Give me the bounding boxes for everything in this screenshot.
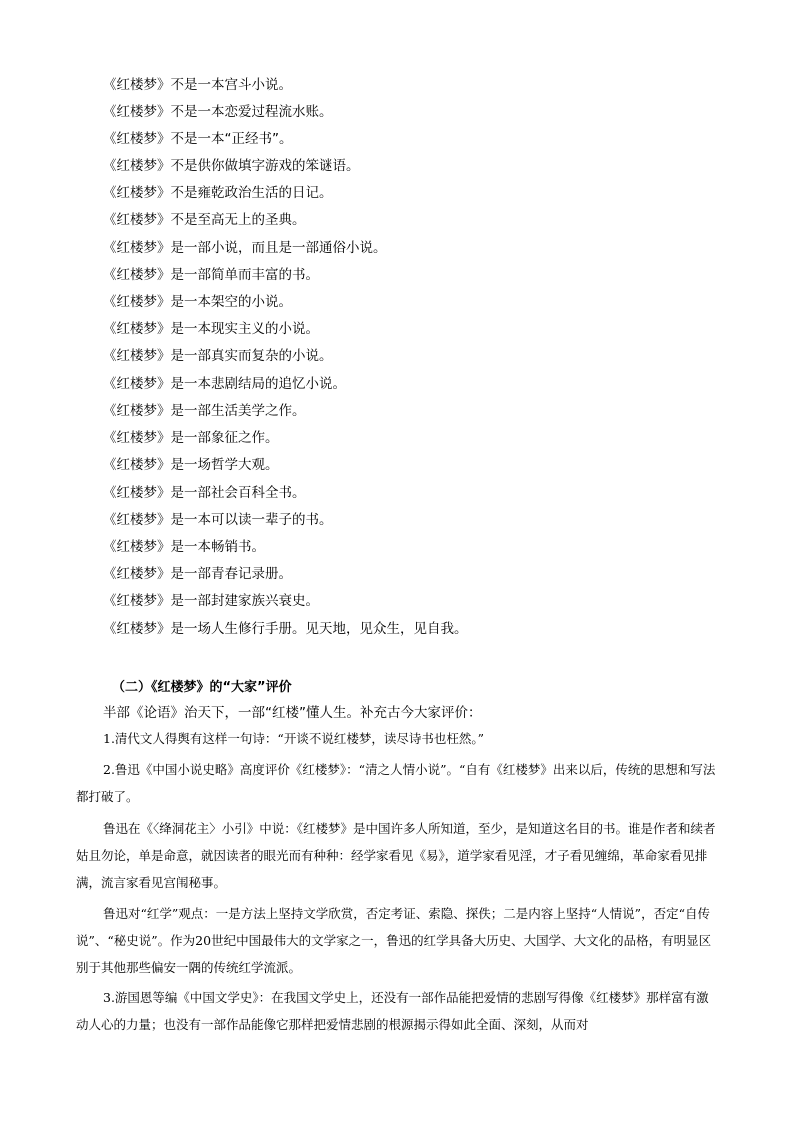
statement-line: 《红楼梦》是一部青春记录册。 — [103, 566, 292, 582]
statement-line: 《红楼梦》是一本架空的小说。 — [103, 294, 292, 310]
statement-line: 《红楼梦》是一本现实主义的小说。 — [103, 321, 319, 337]
statement-line: 《红楼梦》是一部真实而复杂的小说。 — [103, 348, 333, 364]
statement-line: 《红楼梦》是一场哲学大观。 — [103, 457, 279, 473]
section-intro: 半部《论语》治天下，一部“红楼”懂人生。补充古今大家评价： — [103, 705, 482, 721]
statement-line: 《红楼梦》是一场人生修行手册。见天地，见众生，见自我。 — [103, 621, 468, 637]
statement-line: 《红楼梦》不是一本“正经书”。 — [103, 131, 293, 147]
statement-line: 《红楼梦》是一部简单而丰富的书。 — [103, 267, 319, 283]
statement-line: 《红楼梦》是一本悲剧结局的追忆小说。 — [103, 376, 346, 392]
paragraph-5: 3.游国恩等编《中国文学史》：在我国文学史上，还没有一部作品能把爱情的悲剧写得像《红楼梦》那样富有激动人心的力量；也没有一部作品能像它那样把爱情悲剧的根源揭示得如此全面、深刻，从而对 — [76, 990, 709, 1032]
paragraph-2: 2.鲁迅《中国小说史略》高度评价《红楼梦》：“清之人情小说”。“自有《红楼梦》出来以后，传统的思想和写法都打破了。 — [76, 762, 716, 804]
statement-line: 《红楼梦》是一部封建家族兴衰史。 — [103, 593, 319, 609]
statement-line: 《红楼梦》是一部社会百科全书。 — [103, 485, 306, 501]
statement-line: 《红楼梦》不是至高无上的圣典。 — [103, 212, 306, 228]
statement-line: 《红楼梦》不是一本恋爱过程流水账。 — [103, 104, 333, 120]
statement-line: 《红楼梦》不是一本宫斗小说。 — [103, 77, 292, 93]
statement-line: 《红楼梦》是一部小说，而且是一部通俗小说。 — [103, 240, 387, 256]
paragraph-3: 鲁迅在《〈绛洞花主〉小引》中说：《红楼梦》是中国许多人所知道，至少，是知道这名目的书。谁是作者和续者姑且勿论，单是命意，就因读者的眼光而有种种：经学家看见《易》，道学家看见淫，才子看见缠绵，革命家看见排满，流言家看见宫闱秘事。 — [76, 821, 716, 890]
statement-line: 《红楼梦》是一部生活美学之作。 — [103, 403, 306, 419]
section-title: （二）《红楼梦》的“大家”评价 — [112, 680, 292, 695]
statement-line: 《红楼梦》是一本畅销书。 — [103, 539, 265, 555]
paragraph-1: 1.清代文人得舆有这样一句诗：“开谈不说红楼梦，读尽诗书也枉然。” — [103, 731, 484, 746]
statement-line: 《红楼梦》不是雍乾政治生活的日记。 — [103, 185, 333, 201]
paragraph-4: 鲁迅对“红学”观点：一是方法上坚持文学欣赏，否定考证、索隐、探佚；二是内容上坚持“人情说”，否定“自传说”、“秘史说”。作为20世纪中国最伟大的文学家之一，鲁迅的红学具备大历史、大国学、大文化的品格，有明显区别于其他那些偏安一隅的传统红学流派。 — [76, 906, 712, 975]
statement-line: 《红楼梦》是一本可以读一辈子的书。 — [103, 512, 333, 528]
statement-line: 《红楼梦》是一部象征之作。 — [103, 430, 279, 446]
statement-line: 《红楼梦》不是供你做填字游戏的笨谜语。 — [103, 158, 360, 174]
